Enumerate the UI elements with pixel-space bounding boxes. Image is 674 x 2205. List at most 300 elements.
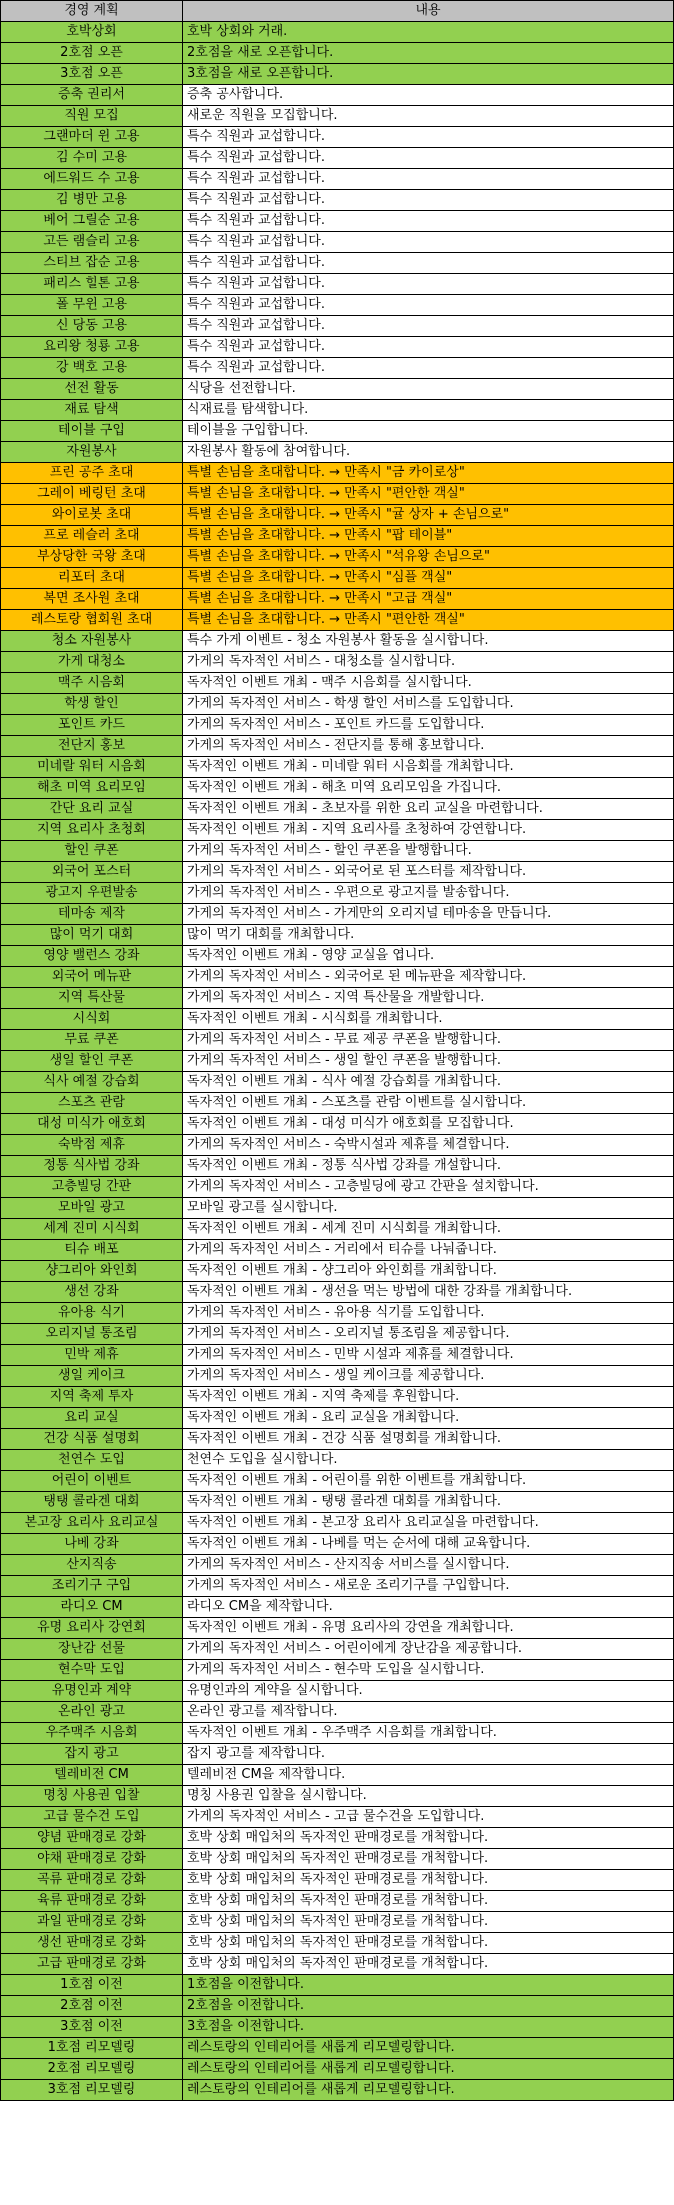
plan-name-cell: 티슈 배포 — [1, 1240, 183, 1261]
table-row — [1, 127, 674, 148]
plan-name-cell: 외국어 메뉴판 — [1, 967, 183, 988]
plan-desc-cell: 특수 직원과 교섭합니다. — [183, 148, 674, 169]
table-row — [1, 190, 674, 211]
plan-desc-cell: 독자적인 이벤트 개최 - 미네랄 워터 시음회를 개최합니다. — [183, 757, 674, 778]
plan-name-cell: 생선 강좌 — [1, 1282, 183, 1303]
table-row — [1, 1534, 674, 1555]
plan-name-cell: 장난감 선물 — [1, 1639, 183, 1660]
table-row — [1, 1996, 674, 2017]
table-row — [1, 1282, 674, 1303]
plan-name-cell: 곡류 판매경로 강화 — [1, 1870, 183, 1891]
table-row — [1, 1387, 674, 1408]
plan-desc-cell: 독자적인 이벤트 개최 - 지역 요리사를 초청하여 강연합니다. — [183, 820, 674, 841]
plan-desc-cell: 호박 상회 매입처의 독자적인 판매경로를 개척합니다. — [183, 1912, 674, 1933]
plan-name-cell: 텔레비전 CM — [1, 1765, 183, 1786]
plan-name-cell: 무료 쿠폰 — [1, 1030, 183, 1051]
plan-name-cell: 지역 요리사 초청회 — [1, 820, 183, 841]
table-row — [1, 2038, 674, 2059]
plan-desc-cell: 가게의 독자적인 서비스 - 현수막 도입을 실시합니다. — [183, 1660, 674, 1681]
table-row — [1, 1303, 674, 1324]
table-row — [1, 1681, 674, 1702]
plan-name-cell: 간단 요리 교실 — [1, 799, 183, 820]
plan-name-cell: 광고지 우편발송 — [1, 883, 183, 904]
plan-name-cell: 온라인 광고 — [1, 1702, 183, 1723]
plan-name-cell: 정통 식사법 강좌 — [1, 1156, 183, 1177]
plan-name-cell: 패리스 힐톤 고용 — [1, 274, 183, 295]
plan-desc-cell: 특수 직원과 교섭합니다. — [183, 232, 674, 253]
table-row — [1, 1450, 674, 1471]
table-row — [1, 757, 674, 778]
plan-desc-cell: 가게의 독자적인 서비스 - 우편으로 광고지를 발송합니다. — [183, 883, 674, 904]
table-row — [1, 1660, 674, 1681]
plan-desc-cell: 호박 상회 매입처의 독자적인 판매경로를 개척합니다. — [183, 1954, 674, 1975]
plan-desc-cell: 특수 직원과 교섭합니다. — [183, 337, 674, 358]
plan-name-cell: 지역 특산물 — [1, 988, 183, 1009]
plan-desc-cell: 2호점을 새로 오픈합니다. — [183, 43, 674, 64]
plan-desc-cell: 특수 직원과 교섭합니다. — [183, 127, 674, 148]
table-row — [1, 148, 674, 169]
plan-name-cell: 유아용 식기 — [1, 1303, 183, 1324]
plan-desc-cell: 호박 상회 매입처의 독자적인 판매경로를 개척합니다. — [183, 1849, 674, 1870]
plan-desc-cell: 새로운 직원을 모집합니다. — [183, 106, 674, 127]
plan-desc-cell: 호박 상회 매입처의 독자적인 판매경로를 개척합니다. — [183, 1933, 674, 1954]
plan-desc-cell: 독자적인 이벤트 개최 - 해초 미역 요리모임을 가집니다. — [183, 778, 674, 799]
plan-desc-cell: 특수 직원과 교섭합니다. — [183, 190, 674, 211]
plan-name-cell: 자원봉사 — [1, 442, 183, 463]
plan-desc-cell: 가게의 독자적인 서비스 - 고층빌딩에 광고 간판을 설치합니다. — [183, 1177, 674, 1198]
table-row — [1, 505, 674, 526]
plan-name-cell: 생일 할인 쿠폰 — [1, 1051, 183, 1072]
plan-name-cell: 유명 요리사 강연회 — [1, 1618, 183, 1639]
table-row — [1, 715, 674, 736]
table-row — [1, 211, 674, 232]
table-row — [1, 1072, 674, 1093]
plan-desc-cell: 호박 상회와 거래. — [183, 22, 674, 43]
table-row — [1, 736, 674, 757]
plan-desc-cell: 특별 손님을 초대합니다. → 만족시 "금 카이로상" — [183, 463, 674, 484]
table-row — [1, 694, 674, 715]
plan-name-cell: 샹그리아 와인회 — [1, 1261, 183, 1282]
table-row — [1, 652, 674, 673]
plan-desc-cell: 가게의 독자적인 서비스 - 외국어로 된 메뉴판을 제작합니다. — [183, 967, 674, 988]
table-row — [1, 841, 674, 862]
plan-desc-cell: 특수 가게 이벤트 - 청소 자원봉사 활동을 실시합니다. — [183, 631, 674, 652]
table-row — [1, 22, 674, 43]
table-row — [1, 1156, 674, 1177]
plan-desc-cell: 독자적인 이벤트 개최 - 영양 교실을 엽니다. — [183, 946, 674, 967]
plan-name-cell: 직원 모집 — [1, 106, 183, 127]
plan-desc-cell: 가게의 독자적인 서비스 - 가게만의 오리지널 테마송을 만듭니다. — [183, 904, 674, 925]
table-row — [1, 358, 674, 379]
plan-desc-cell: 가게의 독자적인 서비스 - 대청소를 실시합니다. — [183, 652, 674, 673]
plan-name-cell: 테마송 제작 — [1, 904, 183, 925]
plan-desc-cell: 특수 직원과 교섭합니다. — [183, 316, 674, 337]
plan-name-cell: 가게 대청소 — [1, 652, 183, 673]
table-row — [1, 1093, 674, 1114]
table-row — [1, 1198, 674, 1219]
table-row — [1, 295, 674, 316]
plan-name-cell: 테이블 구입 — [1, 421, 183, 442]
table-row — [1, 274, 674, 295]
plan-name-cell: 우주맥주 시음회 — [1, 1723, 183, 1744]
plan-name-cell: 증축 권리서 — [1, 85, 183, 106]
plan-desc-cell: 증축 공사합니다. — [183, 85, 674, 106]
table-row — [1, 1240, 674, 1261]
plan-name-cell: 맥주 시음회 — [1, 673, 183, 694]
table-row — [1, 1366, 674, 1387]
plan-name-cell: 리포터 초대 — [1, 568, 183, 589]
plan-name-cell: 레스토랑 협회원 초대 — [1, 610, 183, 631]
plan-desc-cell: 특수 직원과 교섭합니다. — [183, 169, 674, 190]
plan-name-cell: 요리 교실 — [1, 1408, 183, 1429]
plan-name-cell: 그레이 베링턴 초대 — [1, 484, 183, 505]
plan-name-cell: 3호점 오픈 — [1, 64, 183, 85]
table-row — [1, 1702, 674, 1723]
plan-desc-cell: 특별 손님을 초대합니다. → 만족시 "석유왕 손님으로" — [183, 547, 674, 568]
table-row — [1, 400, 674, 421]
plan-desc-cell: 독자적인 이벤트 개최 - 정통 식사법 강좌를 개설합니다. — [183, 1156, 674, 1177]
plan-desc-cell: 텔레비전 CM을 제작합니다. — [183, 1765, 674, 1786]
plan-desc-cell: 특별 손님을 초대합니다. → 만족시 "고급 객실" — [183, 589, 674, 610]
table-row — [1, 1513, 674, 1534]
plan-name-cell: 세계 진미 시식회 — [1, 1219, 183, 1240]
plan-name-cell: 미네랄 워터 시음회 — [1, 757, 183, 778]
plan-desc-cell: 명칭 사용권 입찰을 실시합니다. — [183, 1786, 674, 1807]
plan-name-cell: 고든 램슬리 고용 — [1, 232, 183, 253]
plan-name-cell: 베어 그릴순 고용 — [1, 211, 183, 232]
plan-name-cell: 생선 판매경로 강화 — [1, 1933, 183, 1954]
table-row — [1, 484, 674, 505]
plan-desc-cell: 독자적인 이벤트 개최 - 우주맥주 시음회를 개최합니다. — [183, 1723, 674, 1744]
plan-desc-cell: 모바일 광고를 실시합니다. — [183, 1198, 674, 1219]
plan-desc-cell: 호박 상회 매입처의 독자적인 판매경로를 개척합니다. — [183, 1870, 674, 1891]
plan-name-cell: 프로 레슬러 초대 — [1, 526, 183, 547]
plan-desc-cell: 독자적인 이벤트 개최 - 건강 식품 설명회를 개최합니다. — [183, 1429, 674, 1450]
table-row — [1, 106, 674, 127]
plan-name-cell: 2호점 리모델링 — [1, 2059, 183, 2080]
plan-name-cell: 산지직송 — [1, 1555, 183, 1576]
plan-name-cell: 2호점 이전 — [1, 1996, 183, 2017]
plan-name-cell: 고급 물수건 도입 — [1, 1807, 183, 1828]
header-plan: 경영 계획 — [1, 1, 183, 22]
plan-desc-cell: 가게의 독자적인 서비스 - 거리에서 티슈를 나눠줍니다. — [183, 1240, 674, 1261]
plan-desc-cell: 독자적인 이벤트 개최 - 샹그리아 와인회를 개최합니다. — [183, 1261, 674, 1282]
plan-name-cell: 복면 조사원 초대 — [1, 589, 183, 610]
plan-name-cell: 호박상회 — [1, 22, 183, 43]
plan-desc-cell: 가게의 독자적인 서비스 - 할인 쿠폰을 발행합니다. — [183, 841, 674, 862]
table-row — [1, 2059, 674, 2080]
plan-name-cell: 선전 활동 — [1, 379, 183, 400]
table-row — [1, 1114, 674, 1135]
plan-desc-cell: 특수 직원과 교섭합니다. — [183, 358, 674, 379]
table-row — [1, 820, 674, 841]
table-row — [1, 1261, 674, 1282]
plan-name-cell: 에드워드 수 고용 — [1, 169, 183, 190]
plan-desc-cell: 테이블을 구입합니다. — [183, 421, 674, 442]
table-row — [1, 589, 674, 610]
plan-name-cell: 재료 탐색 — [1, 400, 183, 421]
table-row — [1, 2080, 674, 2101]
table-row — [1, 1639, 674, 1660]
table-row — [1, 1744, 674, 1765]
table-row — [1, 568, 674, 589]
plan-desc-cell: 독자적인 이벤트 개최 - 맥주 시음회를 실시합니다. — [183, 673, 674, 694]
plan-desc-cell: 식재료를 탐색합니다. — [183, 400, 674, 421]
plan-desc-cell: 식당을 선전합니다. — [183, 379, 674, 400]
plan-desc-cell: 가게의 독자적인 서비스 - 새로운 조리기구를 구입합니다. — [183, 1576, 674, 1597]
table-row — [1, 2017, 674, 2038]
plan-name-cell: 전단지 홍보 — [1, 736, 183, 757]
plan-name-cell: 명칭 사용권 입찰 — [1, 1786, 183, 1807]
plan-desc-cell: 가게의 독자적인 서비스 - 숙박시설과 제휴를 체결합니다. — [183, 1135, 674, 1156]
table-row — [1, 1324, 674, 1345]
plan-desc-cell: 2호점을 이전합니다. — [183, 1996, 674, 2017]
plan-desc-cell: 특수 직원과 교섭합니다. — [183, 211, 674, 232]
plan-desc-cell: 가게의 독자적인 서비스 - 포인트 카드를 도입합니다. — [183, 715, 674, 736]
plan-name-cell: 3호점 이전 — [1, 2017, 183, 2038]
plan-name-cell: 스포츠 관람 — [1, 1093, 183, 1114]
plan-name-cell: 유명인과 계약 — [1, 1681, 183, 1702]
plan-desc-cell: 가게의 독자적인 서비스 - 산지직송 서비스를 실시합니다. — [183, 1555, 674, 1576]
plan-name-cell: 3호점 리모델링 — [1, 2080, 183, 2101]
plan-desc-cell: 호박 상회 매입처의 독자적인 판매경로를 개척합니다. — [183, 1828, 674, 1849]
plan-name-cell: 나베 강좌 — [1, 1534, 183, 1555]
plan-name-cell: 할인 쿠폰 — [1, 841, 183, 862]
table-row — [1, 631, 674, 652]
table-row — [1, 421, 674, 442]
plan-name-cell: 김 병만 고용 — [1, 190, 183, 211]
plan-desc-cell: 특별 손님을 초대합니다. → 만족시 "편안한 객실" — [183, 610, 674, 631]
table-row — [1, 463, 674, 484]
plan-name-cell: 1호점 리모델링 — [1, 2038, 183, 2059]
plan-desc-cell: 3호점을 이전합니다. — [183, 2017, 674, 2038]
plan-desc-cell: 3호점을 새로 오픈합니다. — [183, 64, 674, 85]
table-row — [1, 547, 674, 568]
plan-desc-cell: 가게의 독자적인 서비스 - 학생 할인 서비스를 도입합니다. — [183, 694, 674, 715]
plan-name-cell: 청소 자원봉사 — [1, 631, 183, 652]
plan-desc-cell: 독자적인 이벤트 개최 - 생선을 먹는 방법에 대한 강좌를 개최합니다. — [183, 1282, 674, 1303]
plan-name-cell: 많이 먹기 대회 — [1, 925, 183, 946]
plan-desc-cell: 독자적인 이벤트 개최 - 유명 요리사의 강연을 개최합니다. — [183, 1618, 674, 1639]
plan-desc-cell: 가게의 독자적인 서비스 - 무료 제공 쿠폰을 발행합니다. — [183, 1030, 674, 1051]
table-row — [1, 1954, 674, 1975]
plan-name-cell: 프린 공주 초대 — [1, 463, 183, 484]
plan-desc-cell: 라디오 CM을 제작합니다. — [183, 1597, 674, 1618]
plan-name-cell: 스티브 잡순 고용 — [1, 253, 183, 274]
plan-name-cell: 라디오 CM — [1, 1597, 183, 1618]
plan-name-cell: 조리기구 구입 — [1, 1576, 183, 1597]
plan-name-cell: 시식회 — [1, 1009, 183, 1030]
plan-name-cell: 과일 판매경로 강화 — [1, 1912, 183, 1933]
table-row — [1, 316, 674, 337]
plan-desc-cell: 독자적인 이벤트 개최 - 스포츠를 관람 이벤트를 실시합니다. — [183, 1093, 674, 1114]
plan-desc-cell: 독자적인 이벤트 개최 - 초보자를 위한 요리 교실을 마련합니다. — [183, 799, 674, 820]
plan-name-cell: 외국어 포스터 — [1, 862, 183, 883]
table-row — [1, 379, 674, 400]
plan-desc-cell: 독자적인 이벤트 개최 - 어린이를 위한 이벤트를 개최합니다. — [183, 1471, 674, 1492]
table-row — [1, 1345, 674, 1366]
plan-desc-cell: 잡지 광고를 제작합니다. — [183, 1744, 674, 1765]
plan-desc-cell: 독자적인 이벤트 개최 - 세계 진미 시식회를 개최합니다. — [183, 1219, 674, 1240]
plan-name-cell: 해초 미역 요리모임 — [1, 778, 183, 799]
plan-name-cell: 2호점 오픈 — [1, 43, 183, 64]
table-row — [1, 1408, 674, 1429]
table-row — [1, 1723, 674, 1744]
plan-desc-cell: 레스토랑의 인테리어를 새롭게 리모델링합니다. — [183, 2080, 674, 2101]
plan-name-cell: 생일 케이크 — [1, 1366, 183, 1387]
plan-desc-cell: 1호점을 이전합니다. — [183, 1975, 674, 1996]
plan-desc-cell: 특별 손님을 초대합니다. → 만족시 "심플 객실" — [183, 568, 674, 589]
table-body — [1, 22, 674, 2101]
plan-name-cell: 건강 식품 설명회 — [1, 1429, 183, 1450]
table-row — [1, 1786, 674, 1807]
plan-desc-cell: 온라인 광고를 제작합니다. — [183, 1702, 674, 1723]
plan-name-cell: 강 백호 고용 — [1, 358, 183, 379]
plan-desc-cell: 특수 직원과 교섭합니다. — [183, 253, 674, 274]
table-row — [1, 862, 674, 883]
table-row — [1, 1975, 674, 1996]
plan-desc-cell: 유명인과의 계약을 실시합니다. — [183, 1681, 674, 1702]
table-row — [1, 169, 674, 190]
table-row — [1, 43, 674, 64]
table-row — [1, 1597, 674, 1618]
plan-name-cell: 요리왕 청룡 고용 — [1, 337, 183, 358]
plan-desc-cell: 자원봉사 활동에 참여합니다. — [183, 442, 674, 463]
table-row — [1, 85, 674, 106]
plan-desc-cell: 독자적인 이벤트 개최 - 지역 축제를 후원합니다. — [183, 1387, 674, 1408]
plan-desc-cell: 독자적인 이벤트 개최 - 나베를 먹는 순서에 대해 교육합니다. — [183, 1534, 674, 1555]
plan-name-cell: 학생 할인 — [1, 694, 183, 715]
table-row — [1, 1030, 674, 1051]
table-row — [1, 1828, 674, 1849]
plan-desc-cell: 레스토랑의 인테리어를 새롭게 리모델링합니다. — [183, 2038, 674, 2059]
plan-desc-cell: 레스토랑의 인테리어를 새롭게 리모델링합니다. — [183, 2059, 674, 2080]
plan-name-cell: 탱탱 콜라겐 대회 — [1, 1492, 183, 1513]
table-row — [1, 1492, 674, 1513]
plan-desc-cell: 가게의 독자적인 서비스 - 오리지널 통조림을 제공합니다. — [183, 1324, 674, 1345]
plan-desc-cell: 독자적인 이벤트 개최 - 대성 미식가 애호회를 모집합니다. — [183, 1114, 674, 1135]
plan-name-cell: 오리지널 통조림 — [1, 1324, 183, 1345]
plan-name-cell: 김 수미 고용 — [1, 148, 183, 169]
plan-name-cell: 고급 판매경로 강화 — [1, 1954, 183, 1975]
plan-desc-cell: 특별 손님을 초대합니다. → 만족시 "편안한 객실" — [183, 484, 674, 505]
plan-desc-cell: 가게의 독자적인 서비스 - 생일 할인 쿠폰을 발행합니다. — [183, 1051, 674, 1072]
header-content: 내용 — [183, 1, 674, 22]
plan-desc-cell: 독자적인 이벤트 개최 - 시식회를 개최합니다. — [183, 1009, 674, 1030]
table-row — [1, 1429, 674, 1450]
plan-name-cell: 어린이 이벤트 — [1, 1471, 183, 1492]
plan-desc-cell: 독자적인 이벤트 개최 - 본고장 요리사 요리교실을 마련합니다. — [183, 1513, 674, 1534]
plan-name-cell: 1호점 이전 — [1, 1975, 183, 1996]
table-row — [1, 442, 674, 463]
plan-name-cell: 식사 예절 강습회 — [1, 1072, 183, 1093]
table-row — [1, 64, 674, 85]
plan-name-cell: 폴 무윈 고용 — [1, 295, 183, 316]
plan-desc-cell: 가게의 독자적인 서비스 - 생일 케이크를 제공합니다. — [183, 1366, 674, 1387]
plan-name-cell: 영양 밸런스 강좌 — [1, 946, 183, 967]
table-row — [1, 1471, 674, 1492]
table-row — [1, 610, 674, 631]
plan-name-cell: 모바일 광고 — [1, 1198, 183, 1219]
plan-name-cell: 그랜마더 윈 고용 — [1, 127, 183, 148]
table-row — [1, 1807, 674, 1828]
plan-name-cell: 와이로봇 초대 — [1, 505, 183, 526]
plan-desc-cell: 가게의 독자적인 서비스 - 지역 특산물을 개발합니다. — [183, 988, 674, 1009]
table-row — [1, 799, 674, 820]
plan-desc-cell: 가게의 독자적인 서비스 - 유아용 식기를 도입합니다. — [183, 1303, 674, 1324]
plan-desc-cell: 가게의 독자적인 서비스 - 어린이에게 장난감을 제공합니다. — [183, 1639, 674, 1660]
plan-desc-cell: 가게의 독자적인 서비스 - 전단지를 통해 홍보합니다. — [183, 736, 674, 757]
plan-name-cell: 부상당한 국왕 초대 — [1, 547, 183, 568]
table-row — [1, 967, 674, 988]
plan-name-cell: 천연수 도입 — [1, 1450, 183, 1471]
table-row — [1, 1912, 674, 1933]
plan-name-cell: 본고장 요리사 요리교실 — [1, 1513, 183, 1534]
table-row — [1, 778, 674, 799]
table-header-row — [1, 1, 674, 22]
plan-desc-cell: 특별 손님을 초대합니다. → 만족시 "귤 상자 + 손님으로" — [183, 505, 674, 526]
table-row — [1, 1765, 674, 1786]
table-row — [1, 904, 674, 925]
plan-desc-cell: 독자적인 이벤트 개최 - 요리 교실을 개최합니다. — [183, 1408, 674, 1429]
table-row — [1, 1009, 674, 1030]
plan-desc-cell: 가게의 독자적인 서비스 - 외국어로 된 포스터를 제작합니다. — [183, 862, 674, 883]
table-row — [1, 946, 674, 967]
plan-name-cell: 야채 판매경로 강화 — [1, 1849, 183, 1870]
table-row — [1, 337, 674, 358]
plan-desc-cell: 많이 먹기 대회를 개최합니다. — [183, 925, 674, 946]
plan-name-cell: 지역 축제 투자 — [1, 1387, 183, 1408]
table-row — [1, 1870, 674, 1891]
plan-name-cell: 신 당동 고용 — [1, 316, 183, 337]
plan-desc-cell: 호박 상회 매입처의 독자적인 판매경로를 개척합니다. — [183, 1891, 674, 1912]
plan-name-cell: 숙박점 제휴 — [1, 1135, 183, 1156]
table-row — [1, 988, 674, 1009]
table-row — [1, 1177, 674, 1198]
table-row — [1, 1135, 674, 1156]
plan-name-cell: 잡지 광고 — [1, 1744, 183, 1765]
plan-desc-cell: 독자적인 이벤트 개최 - 식사 예절 강습회를 개최합니다. — [183, 1072, 674, 1093]
table-row — [1, 1555, 674, 1576]
plan-desc-cell: 천연수 도입을 실시합니다. — [183, 1450, 674, 1471]
plan-desc-cell: 특별 손님을 초대합니다. → 만족시 "팝 테이블" — [183, 526, 674, 547]
table-row — [1, 232, 674, 253]
table-row — [1, 883, 674, 904]
plan-name-cell: 고층빌딩 간판 — [1, 1177, 183, 1198]
table-row — [1, 526, 674, 547]
plan-name-cell: 대성 미식가 애호회 — [1, 1114, 183, 1135]
table-row — [1, 673, 674, 694]
table-row — [1, 1618, 674, 1639]
plan-name-cell: 육류 판매경로 강화 — [1, 1891, 183, 1912]
plan-name-cell: 현수막 도입 — [1, 1660, 183, 1681]
plan-desc-cell: 가게의 독자적인 서비스 - 고급 물수건을 도입합니다. — [183, 1807, 674, 1828]
table-row — [1, 925, 674, 946]
plan-name-cell: 민박 제휴 — [1, 1345, 183, 1366]
table-row — [1, 1891, 674, 1912]
table-row — [1, 1219, 674, 1240]
plan-name-cell: 양념 판매경로 강화 — [1, 1828, 183, 1849]
plan-name-cell: 포인트 카드 — [1, 715, 183, 736]
table-row — [1, 253, 674, 274]
plan-desc-cell: 특수 직원과 교섭합니다. — [183, 295, 674, 316]
table-row — [1, 1933, 674, 1954]
table-row — [1, 1051, 674, 1072]
plan-desc-cell: 독자적인 이벤트 개최 - 탱탱 콜라겐 대회를 개최합니다. — [183, 1492, 674, 1513]
table-row — [1, 1849, 674, 1870]
plan-desc-cell: 가게의 독자적인 서비스 - 민박 시설과 제휴를 체결합니다. — [183, 1345, 674, 1366]
table-row — [1, 1576, 674, 1597]
